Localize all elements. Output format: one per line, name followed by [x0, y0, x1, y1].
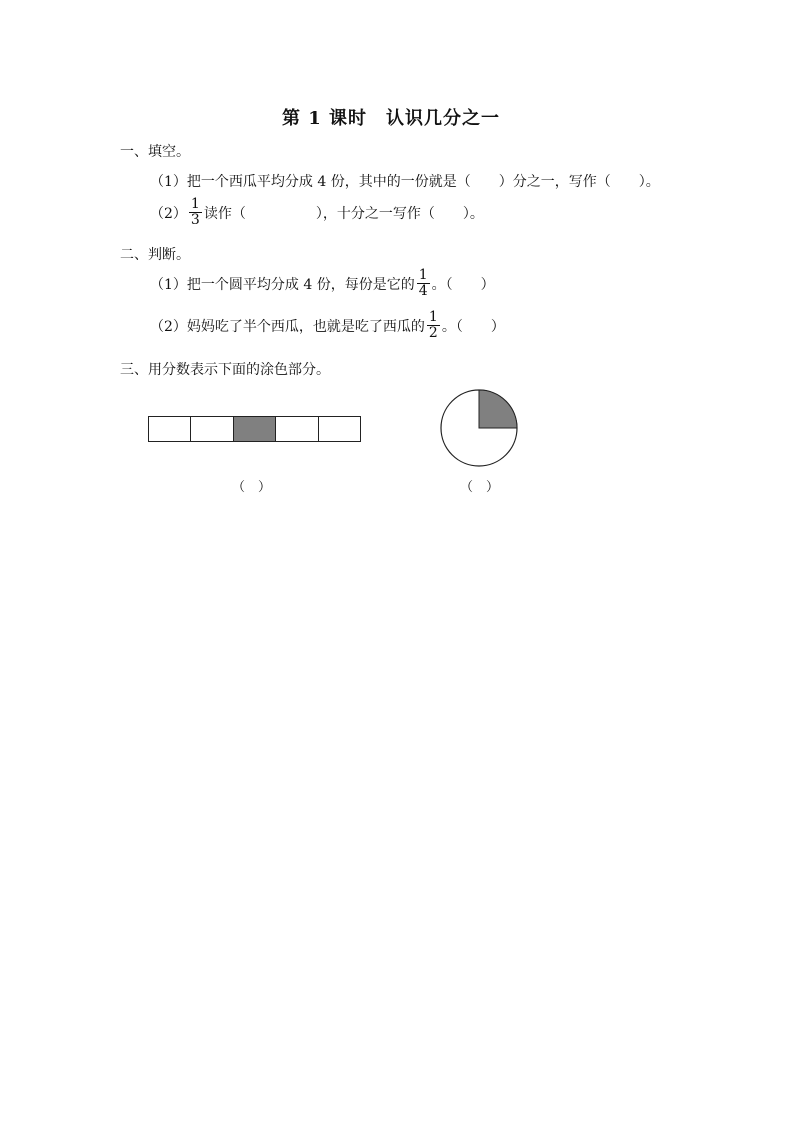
- section-3-heading: 三、用分数表示下面的涂色部分。: [120, 362, 330, 378]
- fill-question-1: （1）把一个西瓜平均分成 4 份，其中的一份就是（ ）分之一，写作（ ）。: [150, 174, 660, 190]
- fraction-bar: [148, 416, 361, 442]
- fraction-numerator: 1: [190, 196, 200, 212]
- bar-cell: [149, 417, 191, 441]
- fraction-denominator: 3: [190, 212, 200, 228]
- bar-cell: [276, 417, 318, 441]
- answer-blank-bar[interactable]: （ ）: [232, 480, 272, 495]
- fraction-numerator: 1: [428, 309, 438, 325]
- fraction-one-half: [427, 310, 440, 341]
- fraction-circle: [438, 388, 520, 470]
- circle-shaded-quarter: [479, 390, 517, 428]
- judge-question-2-prefix: （2）妈妈吃了半个西瓜，也就是吃了西瓜的: [150, 318, 425, 335]
- judge-question-1: [150, 268, 495, 299]
- judge-question-1-suffix: 。（ ）: [431, 276, 495, 293]
- bar-cell-shaded: [234, 417, 276, 441]
- fill-question-2-suffix: 读作（ ），十分之一写作（ ）。: [203, 205, 484, 222]
- fraction-denominator: 4: [418, 283, 428, 299]
- answer-blank-circle[interactable]: （ ）: [460, 480, 500, 495]
- fraction-one-fourth: [417, 268, 430, 299]
- judge-question-1-prefix: （1）把一个圆平均分成 4 份，每份是它的: [150, 276, 415, 293]
- section-2-heading: 二、判断。: [120, 247, 190, 263]
- fill-question-2: [150, 197, 484, 228]
- fraction-numerator: 1: [418, 267, 428, 283]
- bar-cell: [319, 417, 360, 441]
- section-1-heading: 一、填空。: [120, 144, 190, 160]
- fraction-one-third: [189, 197, 202, 228]
- fraction-denominator: 2: [428, 325, 438, 341]
- judge-question-2: [150, 310, 505, 341]
- page-title: 第 1 课时 认识几分之一: [282, 108, 501, 129]
- fill-question-2-prefix: （2）: [150, 205, 187, 222]
- bar-cell: [191, 417, 233, 441]
- judge-question-2-suffix: 。（ ）: [441, 318, 505, 335]
